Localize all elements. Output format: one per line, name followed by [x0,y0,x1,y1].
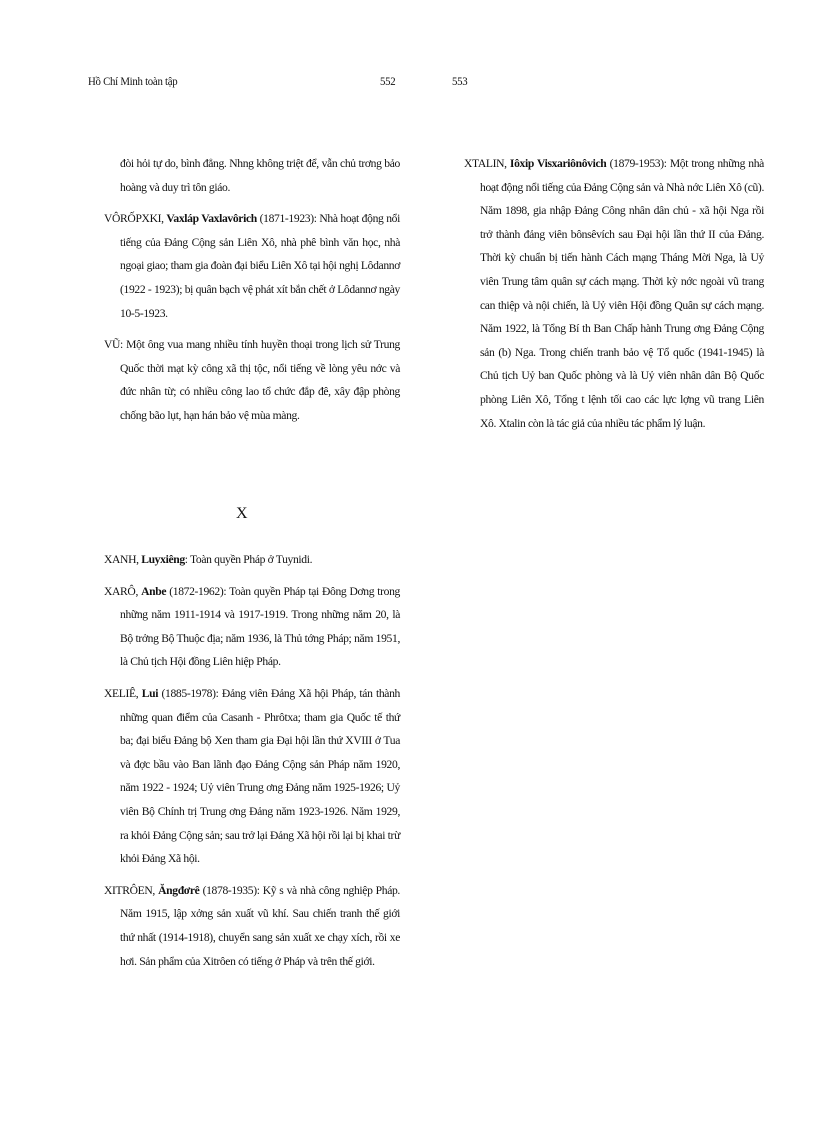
glossary-entry [464,152,764,435]
entry-text: (1872-1962): Toàn quyền Pháp tại Đông Dơng trong những năm 1911-1914 và 1917-1919. Trong những năm 20, là Bộ trởng Bộ Thuộc địa; năm 1936, là Thủ tớng Pháp; năm 1951, là Chủ tịch Hội đồng Liên hiệp Pháp. [120,584,400,669]
entry-headword: XTALIN, [464,157,507,170]
entry-headword: XITRÔEN, [104,883,155,897]
glossary-entry [104,682,400,871]
entry-name: Anbe [141,584,167,598]
glossary-entry [104,548,400,572]
running-title: Hồ Chí Minh toàn tập [88,74,178,88]
entry-headword: VŨ: [104,338,123,352]
entry-text: (1878-1935): Kỹ s và nhà công nghiệp Pháp. Năm 1915, lập xởng sản xuất vũ khí. Sau chiến tranh thế giới thứ nhất (1914-1918), chuyển sang sản xuất xe chạy xích, rồi xe hơi. Sản phẩm của Xitrôen có tiếng ở Pháp và trên thế giới. [120,883,400,968]
glossary-entry [104,333,400,427]
entry-name: Ăngđơrê [158,883,200,897]
glossary-entry [104,207,400,325]
entry-headword: VÔRỐPXKI, [104,212,164,226]
entry-name: Vaxláp Vaxlavôrich [166,212,257,226]
entry-text: (1885-1978): Đảng viên Đảng Xã hội Pháp, tán thành những quan điểm của Casanh - Phrôtxa; tham gia Quốc tế thứ ba; đại biểu Đảng bộ Xen tham gia Đại hội lần thứ XVIII ở Tua và đợc bầu vào Ban lãnh đạo Đảng Cộng sản Pháp năm 1920, năm 1922 - 1924; Uỷ viên Trung ơng Đảng năm 1925-1926; Uỷ viên Bộ Chính trị Trung ơng Đảng năm 1923-1926. Năm 1929, ra khỏi Đảng Cộng sản; sau trở lại Đảng Xã hội rồi lại bị khai trừ khỏi Đảng Xã hội. [120,686,400,866]
glossary-entry [104,879,400,973]
entry-name: Lui [141,686,159,700]
entry-text: (1871-1923): Nhà hoạt động nổi tiếng của Đảng Cộng sản Liên Xô, nhà phê bình văn học, nhà ngoại giao; tham gia đoàn đại biểu Liên Xô tại hội nghị Lôdannơ (1922 - 1923); bị quân bạch vệ phát xít bắn chết ở Lôdannơ ngày 10-5-1923. [120,212,400,320]
entry-name: Iôxip Visxariônôvich [509,157,607,170]
left-column [104,152,400,436]
entry-headword: XELIÊ, [104,686,139,700]
entry-text: Một ông vua mang nhiều tính huyền thoại trong lịch sử Trung Quốc thời mạt kỳ công xã thị tộc, nổi tiếng về lòng yêu nớc và đức nhân từ; có nhiều công lao tổ chức đắp đê, xây đập phòng chống bão lụt, hạn hán bảo vệ mùa màng. [120,338,400,422]
right-column [464,152,764,443]
entry-text: (1879-1953): Một trong những nhà hoạt động nổi tiếng của Đảng Cộng sản và Nhà nớc Liên Xô (cũ). Năm 1898, gia nhập Đảng Công nhân dân chủ - xã hội Nga rồi trở thành đảng viên bônsêvích sau Đại hội lần thứ II của Đảng. Thời kỳ chuẩn bị tiến hành Cách mạng Tháng Mời Nga, là Uỷ viên Trung tâm quân sự cách mạng. Thời kỳ nớc ngoài vũ trang can thiệp và nội chiến, là Uỷ viên Hội đồng Quân sự cách mạng. Năm 1922, là Tổng Bí th Ban Chấp hành Trung ơng Đảng Cộng sản (b) Nga. Trong chiến tranh bảo vệ Tổ quốc (1941-1945) là Chủ tịch Uỷ ban Quốc phòng và là Uỷ viên nhân dân Bộ Quốc phòng Liên Xô, Tổng t lệnh tối cao các lực lợng vũ trang Liên Xô. Xtalin còn là tác giả của nhiều tác phẩm lý luận. [480,157,764,430]
page-number-left: 552 [380,74,396,88]
page-number-right: 553 [452,74,468,88]
entry-name: Luyxiêng [141,553,185,566]
entry-text: : Toàn quyền Pháp ở Tuynidi. [184,553,313,566]
entry-headword: XANH, [104,553,139,566]
x-section [104,548,400,981]
section-letter-heading: X [236,505,248,522]
entry-headword: XARÔ, [104,584,138,598]
glossary-entry [104,580,400,674]
continuation-paragraph: đòi hỏi tự do, bình đẳng. Nhng không triệt để, vẫn chủ trơng bảo hoàng và duy trì tôn giáo. [120,157,400,194]
